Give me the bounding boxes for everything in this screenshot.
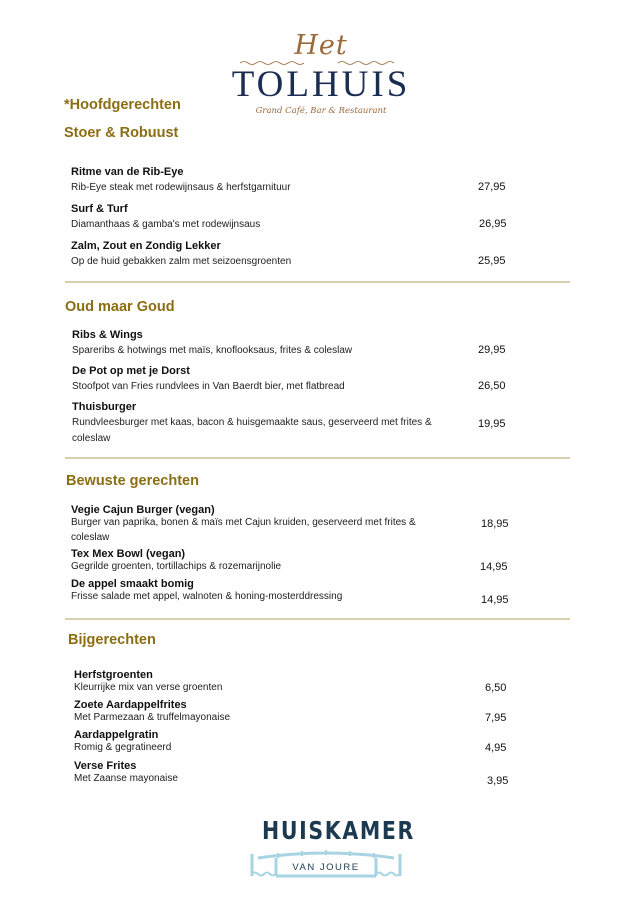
menu-item-name: Zalm, Zout en Zondig Lekker	[71, 240, 221, 252]
section-title-stoer-robuust: Stoer & Robuust	[64, 125, 179, 141]
menu-item-name: Tex Mex Bowl (vegan)	[71, 548, 186, 560]
menu-item-price: 14,95	[481, 594, 509, 606]
menu-item-price: 6,50	[485, 682, 507, 694]
section-divider	[65, 281, 570, 283]
menu-item-description: Rundvleesburger met kaas, bacon & huisgemaakte saus, geserveerd met frites & coleslaw	[72, 417, 432, 444]
menu-item-name: Surf & Turf	[71, 203, 128, 215]
menu-item-name: De appel smaakt bomig	[71, 578, 194, 590]
section-divider	[65, 618, 570, 620]
section-title-bewuste-gerechten: Bewuste gerechten	[66, 473, 199, 489]
menu-item-name: Ritme van de Rib-Eye	[71, 166, 184, 178]
menu-item-price: 27,95	[478, 181, 506, 193]
logo-name-tolhuis: TOLHUIS	[231, 64, 411, 105]
logo-script-het: Het	[294, 30, 348, 61]
section-title-bijgerechten: Bijgerechten	[68, 632, 156, 648]
menu-item-price: 3,95	[487, 775, 509, 787]
menu-item-description: Gegrilde groenten, tortillachips & rozemarijnolie	[71, 561, 282, 572]
menu-item-description: Diamanthaas & gamba's met rodewijnsaus	[71, 219, 261, 230]
menu-title: *Hoofdgerechten	[64, 97, 181, 113]
menu-item-description: Romig & gegratineerd	[74, 742, 172, 753]
menu-item-description: Op de huid gebakken zalm met seizoensgroenten	[71, 256, 292, 267]
menu-item-price: 7,95	[485, 712, 507, 724]
huiskamer-logo	[248, 816, 415, 880]
section-divider	[65, 457, 570, 459]
menu-item-price: 29,95	[478, 344, 506, 356]
menu-item-description: Burger van paprika, bonen & maïs met Cajun kruiden, geserveerd met frites & coleslaw	[71, 517, 416, 543]
section-title-oud-maar-goud: Oud maar Goud	[65, 299, 175, 315]
menu-item-name: Vegie Cajun Burger (vegan)	[71, 504, 215, 516]
menu-item-price: 14,95	[480, 561, 508, 573]
menu-item-name: Verse Frites	[74, 760, 137, 772]
menu-item-price: 25,95	[478, 255, 506, 267]
menu-item-description: Met Zaanse mayonaise	[74, 773, 178, 784]
menu-item-name: Aardappelgratin	[74, 729, 159, 741]
menu-item-price: 26,50	[478, 380, 506, 392]
menu-item-name: De Pot op met je Dorst	[72, 365, 190, 377]
menu-item-name: Thuisburger	[72, 401, 137, 413]
menu-item-price: 26,95	[479, 218, 507, 230]
menu-item-description: Stoofpot van Fries rundvlees in Van Baerdt bier, met flatbread	[72, 381, 345, 392]
menu-item-description: Kleurrijke mix van verse groenten	[74, 682, 223, 693]
menu-item-name: Zoete Aardappelfrites	[74, 699, 187, 711]
tolhuis-logo	[230, 30, 412, 122]
menu-item-description: Frisse salade met appel, walnoten & honing-mosterddressing	[71, 591, 343, 602]
menu-item-description: Rib-Eye steak met rodewijnsaus & herfstgarnituur	[71, 182, 291, 193]
menu-item-price: 18,95	[481, 518, 509, 530]
logo-tagline: Grand Café, Bar & Restaurant	[255, 106, 387, 116]
logo-name-huiskamer: HUISKAMER	[262, 816, 415, 845]
menu-item-price: 19,95	[478, 418, 506, 430]
menu-item-price: 4,95	[485, 742, 507, 754]
menu-item-name: Ribs & Wings	[72, 329, 143, 341]
logo-sub-van-joure: VAN JOURE	[292, 862, 360, 873]
menu-item-name: Herfstgroenten	[74, 669, 153, 681]
menu-item-description: Met Parmezaan & truffelmayonaise	[74, 712, 231, 723]
menu-item-description: Spareribs & hotwings met maïs, knoflooksaus, frites & coleslaw	[72, 345, 353, 356]
